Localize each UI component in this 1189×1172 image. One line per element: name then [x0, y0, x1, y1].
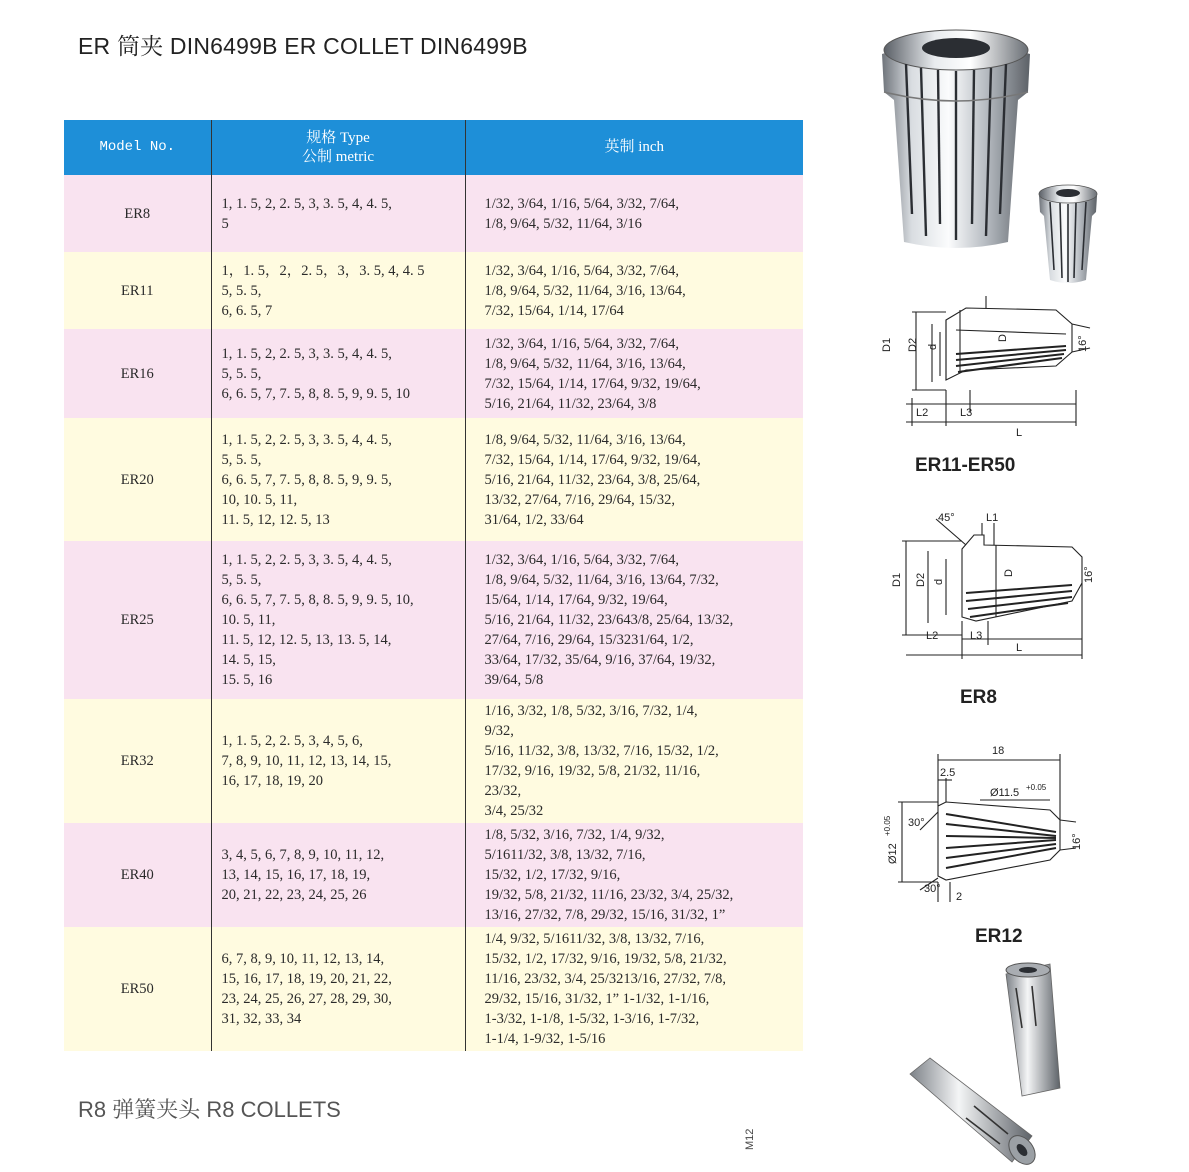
metric-cell-line: 23, 24, 25, 26, 27, 28, 29, 30, — [221, 991, 392, 1007]
inch-cell-line: 5/16, 21/64, 11/32, 23/64, 3/8 — [484, 395, 657, 412]
label-er11-er50: ER11-ER50 — [915, 455, 1016, 476]
metric-cell — [211, 175, 465, 252]
dim-l: L — [1016, 642, 1023, 654]
inch-cell — [465, 329, 803, 418]
dim-length: 18 — [992, 745, 1005, 757]
header-inch: 英制 inch — [465, 120, 803, 175]
inch-cell-line: 15/64, 1/14, 17/64, 9/32, 19/64, — [484, 592, 668, 608]
inch-cell-line: 19/32, 5/8, 21/32, 11/16, 23/32, 3/4, 25/32, — [484, 887, 734, 903]
metric-cell-line: 1，1. 5，2，2. 5，3，3. 5, 4, 4. 5 — [221, 262, 425, 279]
er-collet-small-photo — [1036, 178, 1100, 286]
metric-cell-line: 5 — [221, 215, 229, 232]
collet-spec-table — [64, 120, 803, 1051]
inch-cell-line: 27/64, 7/16, 29/64, 15/3231/64, 1/2, — [484, 632, 694, 648]
inch-cell — [465, 418, 803, 541]
model-cell: ER40 — [64, 823, 211, 927]
er8-drawing — [876, 505, 1096, 665]
inch-cell-line: 1/16, 3/32, 1/8, 5/32, 3/16, 7/32, 1/4, — [484, 703, 698, 719]
inch-cell-line: 5/16, 21/64, 11/32, 23/64, 3/8, 25/64, — [484, 471, 701, 488]
table-row — [64, 823, 803, 927]
inch-cell-line: 3/4, 25/32 — [484, 803, 544, 819]
metric-cell-line: 1, 1. 5, 2, 2. 5, 3, 3. 5, 4, 4. 5, — [221, 552, 392, 568]
metric-cell — [211, 699, 465, 823]
model-cell: ER11 — [64, 252, 211, 329]
dim-angle-bottom: 30° — [924, 883, 941, 895]
metric-cell-line: 5, 5. 5, — [221, 451, 262, 468]
model-cell: ER50 — [64, 927, 211, 1051]
metric-cell-line: 6, 6. 5, 7, 7. 5, 8, 8. 5, 9, 9. 5, — [221, 471, 392, 488]
inch-cell — [465, 252, 803, 329]
dim-d: d — [933, 578, 945, 585]
inch-cell-line: 5/16, 11/32, 3/8, 13/32, 7/16, 15/32, 1/2, — [484, 743, 719, 759]
metric-cell-line: 31, 32, 33, 34 — [221, 1011, 302, 1027]
metric-cell — [211, 823, 465, 927]
inch-cell-line: 13/16, 27/32, 7/8, 29/32, 15/16, 31/32, 1” — [484, 907, 726, 923]
metric-cell-line: 16, 17, 18, 19, 20 — [221, 773, 323, 789]
inch-cell-line: 1/32, 3/64, 1/16, 5/64, 3/32, 7/64, — [484, 195, 680, 212]
er-collet-large-photo — [876, 14, 1036, 252]
inch-cell-line: 13/32, 27/64, 7/16, 29/64, 15/32, — [484, 491, 676, 508]
inch-cell — [465, 823, 803, 927]
dim-l: L — [1016, 427, 1023, 439]
model-cell: ER20 — [64, 418, 211, 541]
dim-d1: D1 — [881, 337, 893, 352]
inch-cell-line: 23/32, — [484, 783, 522, 799]
dim-angle: 16° — [1083, 566, 1095, 583]
model-cell: ER16 — [64, 329, 211, 418]
metric-cell-line: 1, 1. 5, 2, 2. 5, 3, 3. 5, 4, 4. 5, — [221, 195, 392, 212]
inch-cell-line: 9/32, — [484, 723, 514, 739]
metric-cell-line: 1, 1. 5, 2, 2. 5, 3, 3. 5, 4, 4. 5, — [221, 345, 392, 362]
metric-cell-line: 15, 16, 17, 18, 19, 20, 21, 22, — [221, 971, 392, 987]
inch-cell-line: 1/8, 9/64, 5/32, 11/64, 3/16, 13/64, — [484, 431, 686, 448]
label-er8: ER8 — [960, 687, 997, 708]
metric-cell-line: 5, 5. 5, — [221, 365, 262, 382]
inch-cell-line: 1/8, 9/64, 5/32, 11/64, 3/16 — [484, 215, 642, 232]
dim-l1: L1 — [986, 512, 999, 524]
dim-outer: Ø12 — [887, 843, 899, 864]
inch-cell — [465, 175, 803, 252]
metric-cell-line: 7, 8, 9, 10, 11, 12, 13, 14, 15, — [221, 753, 392, 769]
inch-cell-line: 1/32, 3/64, 1/16, 5/64, 3/32, 7/64, — [484, 335, 680, 352]
metric-cell — [211, 418, 465, 541]
inch-cell-line: 5/16, 21/64, 11/32, 23/643/8, 25/64, 13/32, — [484, 612, 734, 628]
inch-cell — [465, 927, 803, 1051]
dim-outer-tol: +0.05 — [883, 815, 892, 836]
metric-cell-line: 14. 5, 15, — [221, 652, 276, 668]
metric-cell-line: 5, 5. 5, — [221, 282, 262, 299]
header-type-line2: 公制 metric — [301, 148, 375, 165]
inch-cell-line: 1/8, 9/64, 5/32, 11/64, 3/16, 13/64, 7/32, — [484, 572, 719, 588]
dim-l3: L3 — [960, 407, 973, 419]
label-er12: ER12 — [975, 926, 1023, 947]
metric-cell-line: 6, 7, 8, 9, 10, 11, 12, 13, 14, — [221, 951, 385, 967]
dim-45: 45° — [938, 512, 955, 524]
dim-d2: D2 — [907, 337, 919, 352]
metric-cell-line: 20, 21, 22, 23, 24, 25, 26 — [221, 887, 367, 903]
table-row — [64, 699, 803, 823]
inch-cell-line: 39/64, 5/8 — [484, 672, 544, 688]
metric-cell-line: 15. 5, 16 — [221, 672, 273, 688]
inch-cell-line: 29/32, 15/16, 31/32, 1” 1-1/32, 1-1/16, — [484, 991, 710, 1007]
inch-cell-line: 17/32, 9/16, 19/32, 5/8, 21/32, 11/16, — [484, 763, 701, 779]
metric-cell — [211, 927, 465, 1051]
dim-offset: 2.5 — [940, 767, 956, 779]
dim-l3: L3 — [970, 630, 983, 642]
model-cell: ER32 — [64, 699, 211, 823]
metric-cell-line: 6, 6. 5, 7 — [221, 302, 273, 319]
metric-cell-line: 6, 6. 5, 7, 7. 5, 8, 8. 5, 9, 9. 5, 10 — [221, 385, 410, 402]
metric-cell-line: 1, 1. 5, 2, 2. 5, 3, 4, 5, 6, — [221, 733, 363, 749]
inch-cell-line: 15/32, 1/2, 17/32, 9/16, 19/32, 5/8, 21/32, — [484, 951, 727, 967]
inch-cell-line: 1-3/32, 1-1/8, 1-5/32, 1-3/16, 1-7/32, — [484, 1011, 700, 1027]
table-row — [64, 252, 803, 329]
dim-angle-right: 16° — [1071, 833, 1083, 850]
metric-cell-line: 11. 5, 12, 12. 5, 13 — [221, 511, 330, 528]
metric-cell — [211, 329, 465, 418]
dim-bore: Ø11.5 — [990, 787, 1020, 799]
table-body — [64, 175, 803, 1051]
inch-cell-line: 1/32, 3/64, 1/16, 5/64, 3/32, 7/64, — [484, 262, 680, 279]
dim-d2: D2 — [915, 572, 927, 587]
metric-cell-line: 1, 1. 5, 2, 2. 5, 3, 3. 5, 4, 4. 5, — [221, 431, 392, 448]
header-type — [211, 120, 465, 175]
table-row — [64, 927, 803, 1051]
inch-cell-line: 15/32, 1/2, 17/32, 9/16, — [484, 867, 621, 883]
dim-l2: L2 — [916, 407, 929, 419]
metric-cell-line: 10, 10. 5, 11, — [221, 491, 298, 508]
header-type-line1: 规格 Type — [306, 129, 370, 146]
metric-cell-line: 3, 4, 5, 6, 7, 8, 9, 10, 11, 12, — [221, 847, 385, 863]
cut-off-r8-heading: R8 弹簧夹头 R8 COLLETS — [78, 1097, 341, 1122]
metric-cell-line: 10. 5, 11, — [221, 612, 276, 628]
dim-bore-tol: +0.05 — [1026, 783, 1047, 792]
dim-angle: 16° — [1077, 335, 1089, 352]
inch-cell-line: 1/8, 9/64, 5/32, 11/64, 3/16, 13/64, — [484, 282, 686, 299]
inch-cell-line: 1/8, 5/32, 3/16, 7/32, 1/4, 9/32, — [484, 827, 665, 843]
inch-cell — [465, 541, 803, 699]
table-row — [64, 175, 803, 252]
table-row — [64, 329, 803, 418]
inch-cell-line: 11/16, 23/32, 3/4, 25/3213/16, 27/32, 7/8, — [484, 971, 727, 987]
inch-cell-line: 1/32, 3/64, 1/16, 5/64, 3/32, 7/64, — [484, 552, 680, 568]
inch-cell — [465, 699, 803, 823]
model-cell: ER8 — [64, 175, 211, 252]
inch-cell-line: 1-1/4, 1-9/32, 1-5/16 — [484, 1031, 606, 1047]
dim-step: 2 — [956, 891, 963, 903]
r8-collet-photo-lying — [904, 1052, 1036, 1168]
edge-mark: M12 — [744, 1128, 756, 1150]
header-model: Model No. — [64, 120, 211, 175]
dim-big-d: D — [997, 334, 1009, 342]
inch-cell-line: 7/32, 15/64, 1/14, 17/64, 9/32, 19/64, — [484, 451, 701, 468]
dim-angle-left: 30° — [908, 817, 925, 829]
inch-cell-line: 31/64, 1/2, 33/64 — [484, 511, 584, 528]
table-row — [64, 418, 803, 541]
inch-cell-line: 5/1611/32, 3/8, 13/32, 7/16, — [484, 847, 646, 863]
inch-cell-line: 1/8, 9/64, 5/32, 11/64, 3/16, 13/64, — [484, 355, 686, 372]
page-title: ER 筒夹 DIN6499B ER COLLET DIN6499B — [78, 33, 528, 59]
metric-cell-line: 11. 5, 12, 12. 5, 13, 13. 5, 14, — [221, 632, 392, 648]
model-cell: ER25 — [64, 541, 211, 699]
er11-er50-drawing — [876, 290, 1096, 450]
dim-d: d — [927, 343, 939, 350]
metric-cell — [211, 541, 465, 699]
metric-cell-line: 5, 5. 5, — [221, 572, 262, 588]
metric-cell-line: 6, 6. 5, 7, 7. 5, 8, 8. 5, 9, 9. 5, 10, — [221, 592, 414, 608]
dim-l2: L2 — [926, 630, 939, 642]
er12-drawing — [880, 740, 1090, 910]
inch-cell-line: 7/32, 15/64, 1/14, 17/64 — [484, 302, 624, 319]
metric-cell-line: 13, 14, 15, 16, 17, 18, 19, — [221, 867, 371, 883]
inch-cell-line: 33/64, 17/32, 35/64, 9/16, 37/64, 19/32, — [484, 652, 716, 668]
inch-cell-line: 1/4, 9/32, 5/1611/32, 3/8, 13/32, 7/16, — [484, 931, 705, 947]
metric-cell — [211, 252, 465, 329]
table-row — [64, 541, 803, 699]
inch-cell-line: 7/32, 15/64, 1/14, 17/64, 9/32, 19/64, — [484, 375, 701, 392]
table-header-row — [64, 120, 803, 175]
dim-big-d: D — [1003, 569, 1015, 577]
dim-d1: D1 — [891, 572, 903, 587]
